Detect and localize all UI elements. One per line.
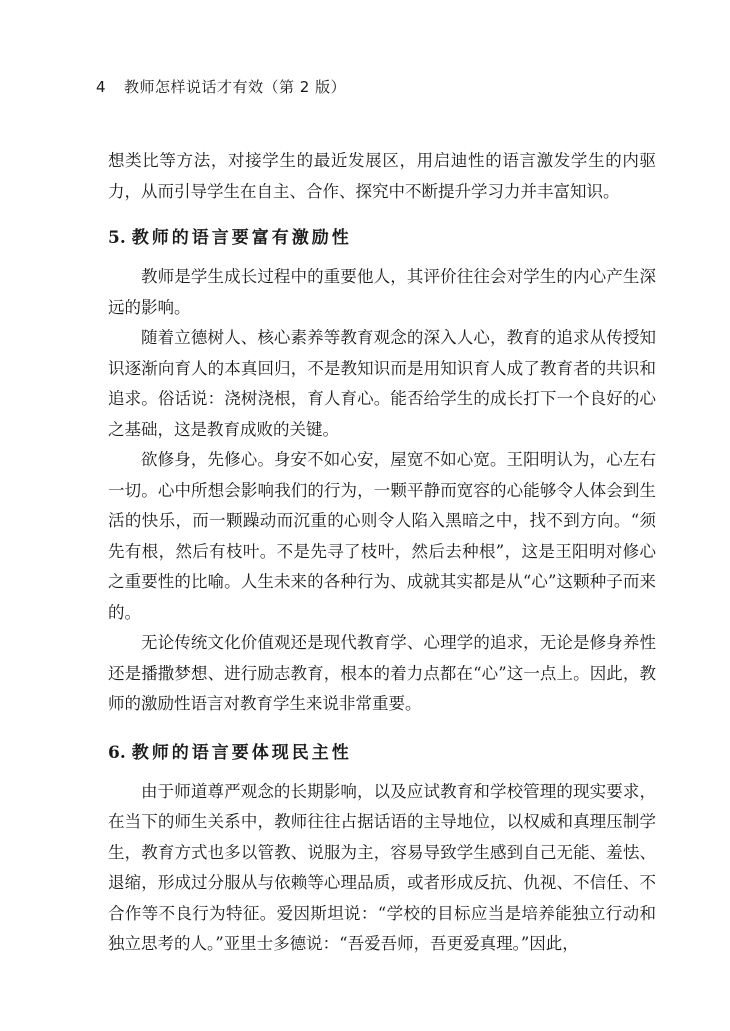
page-number: 4 (96, 78, 107, 96)
continuation-paragraph: 想类比等方法，对接学生的最近发展区，用启迪性的语言激发学生的内驱力，从而引导学生在自主、合作、探究中不断提升学习力并丰富知识。 (108, 151, 656, 201)
paragraph: 教师是学生成长过程中的重要他人，其评价往往会对学生的内心产生深远的影响。 (108, 267, 656, 317)
section-heading-5 (108, 223, 656, 248)
section-title: 教师的语言要富有激励性 (131, 228, 352, 248)
paragraph: 欲修身，先修心。身安不如心安，屋宽不如心宽。王阳明认为，心左右一切。心中所想会影响我们的行为，一颗平静而宽容的心能够令人体会到生活的快乐，而一颗躁动而沉重的心则令人陷入黑暗之中，找不到方向。“须先有根，然后有枝叶。不是先寻了枝叶，然后去种根”，这是王阳明对修心之重要性的比喻。人生未来的各种行为、成就其实都是从“心”这颗种子而来的。 (108, 450, 656, 622)
main-text (108, 146, 656, 960)
paragraph: 由于师道尊严观念的长期影响，以及应试教育和学校管理的现实要求，在当下的师生关系中，教师往往占据话语的主导地位，以权威和真理压制学生，教育方式也多以管教、说服为主，容易导致学生感到自己无能、羞怯、退缩，形成过分服从与依赖等心理品质，或者形成反抗、仇视、不信任、不合作等不良行为特征。爱因斯坦说：“学校的目标应当是培养能独立行动和独立思考的人。”亚里士多德说：“吾爱吾师，吾更爱真理。”因此， (108, 781, 656, 953)
paragraph: 随着立德树人、核心素养等教育观念的深入人心，教育的追求从传授知识逐渐向育人的本真回归，不是教知识而是用知识育人成了教育者的共识和追求。俗话说：浇树浇根，育人育心。能否给学生的成长打下一个良好的心之基础，这是教育成败的关键。 (108, 328, 656, 439)
running-header (96, 76, 346, 97)
section-title: 教师的语言要体现民主性 (131, 742, 352, 763)
book-title: 教师怎样说话才有效（第 2 版） (124, 78, 347, 96)
section-number: 6. (108, 742, 126, 763)
section-number: 5. (108, 228, 126, 248)
section-heading-6 (108, 738, 656, 763)
paragraph: 无论传统文化价值观还是现代教育学、心理学的追求，无论是修身养性还是播撒梦想、进行励志教育，根本的着力点都在“心”这一点上。因此，教师的激励性语言对教育学生来说非常重要。 (108, 633, 656, 713)
